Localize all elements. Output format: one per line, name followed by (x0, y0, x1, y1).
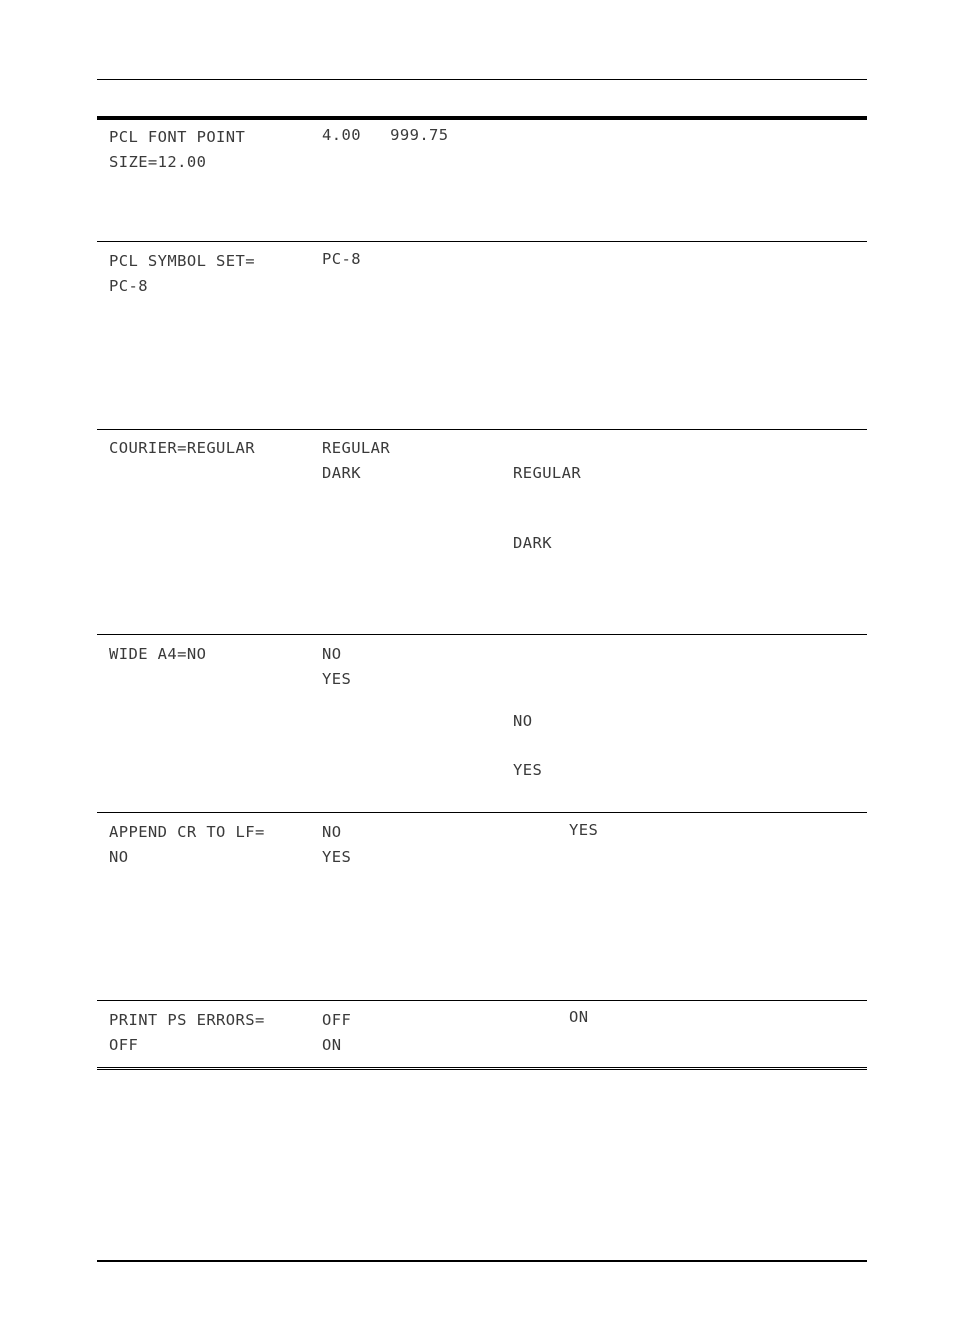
menu-item-cell: PCL FONT POINT SIZE=12.00 (109, 128, 246, 171)
description-text: YES (513, 761, 543, 779)
description-text: REGULAR (513, 464, 582, 482)
menu-item-cell: COURIER=REGULAR (109, 439, 255, 457)
table-row (97, 1001, 867, 1070)
header-rule (97, 79, 867, 80)
menu-item-cell: PRINT PS ERRORS= OFF (109, 1011, 265, 1054)
description-text: NO (513, 712, 533, 730)
footer-rule (97, 1260, 867, 1262)
menu-item-cell: PCL SYMBOL SET= PC-8 (109, 252, 255, 295)
values-cell: OFF ON (322, 1011, 352, 1054)
values-cell: REGULAR DARK (322, 439, 391, 482)
values-cell: 4.00 999.75 (322, 126, 449, 144)
description-text: DARK (513, 534, 552, 552)
table-row (97, 242, 867, 430)
values-cell: PC-8 (322, 250, 361, 268)
table-row (97, 430, 867, 635)
values-cell: NO YES (322, 823, 352, 866)
table-row (97, 635, 867, 813)
description-text: ON (569, 1008, 589, 1026)
menu-item-cell: WIDE A4=NO (109, 645, 207, 663)
table-row (97, 120, 867, 242)
menu-items-table (97, 120, 867, 1070)
description-text: YES (569, 821, 599, 839)
menu-item-cell: APPEND CR TO LF= NO (109, 823, 265, 866)
table-row (97, 813, 867, 1001)
values-cell: NO YES (322, 645, 352, 688)
